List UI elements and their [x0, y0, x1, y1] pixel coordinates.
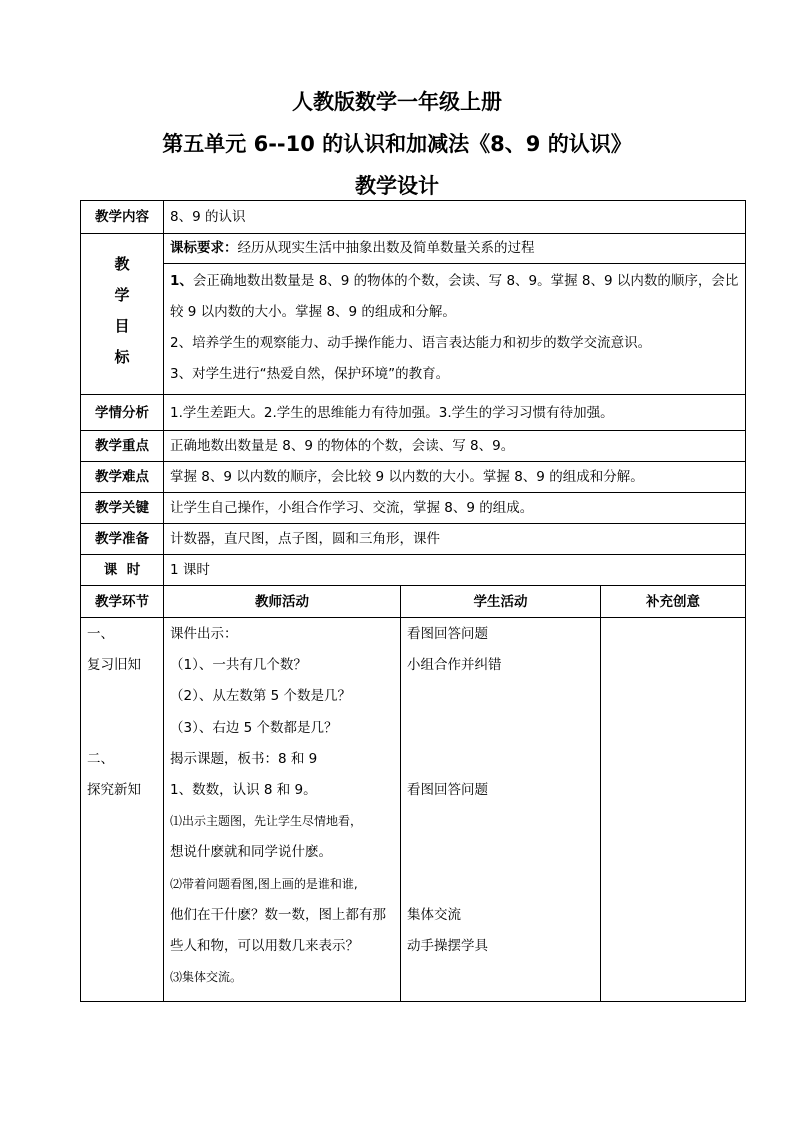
- crux-value: 让学生自己操作，小组合作学习、交流，掌握 8、9 的组成。: [164, 493, 746, 524]
- student-cell: [401, 618, 601, 1002]
- stage-line: [87, 686, 157, 717]
- analysis-label: 学情分析: [81, 395, 164, 431]
- student-line: [407, 749, 594, 780]
- goal-1-text: 会正确地数出数量是 8、9 的物体的个数，会读、写 8、9。掌握 8、9 以内数的顺序，会比: [192, 273, 739, 289]
- goal-1-cont: 较 9 以内数的大小。掌握 8、9 的组成和分解。: [170, 304, 456, 320]
- row-hours: [81, 555, 746, 586]
- student-line: 动手操摆学具: [407, 937, 488, 954]
- teacher-line: （3）、右边 5 个数都是几？: [170, 719, 338, 736]
- student-line: 集体交流: [407, 906, 461, 923]
- teacher-line: ⑴出示主题图，先让学生尽情地看，: [170, 814, 363, 829]
- key-label: 教学重点: [81, 431, 164, 462]
- goal-label-char-2: 学: [114, 286, 130, 304]
- row-prep: [81, 524, 746, 555]
- student-line: [407, 686, 594, 717]
- goal-1-num: 1、: [170, 273, 193, 289]
- row-goals: [81, 234, 746, 395]
- goals-cell: [164, 234, 746, 395]
- stage-line: [87, 936, 157, 967]
- teacher-line: （1）、一共有几个数？: [170, 657, 307, 674]
- student-line: [407, 811, 594, 842]
- header-extra: 补充创意: [601, 586, 746, 618]
- stage-line: [87, 967, 157, 998]
- header-teacher: 教师活动: [164, 586, 401, 618]
- student-line: [407, 967, 594, 998]
- teacher-line: 他们在干什麽？数一数，图上都有那: [170, 906, 386, 923]
- row-key: [81, 431, 746, 462]
- header-student: 学生活动: [401, 586, 601, 618]
- student-line: [407, 718, 594, 749]
- goal-requirement: [164, 234, 745, 264]
- stage-line: [87, 874, 157, 905]
- goal-requirement-text: 经历从现实生活中抽象出数及简单数量关系的过程: [237, 240, 535, 256]
- stage-line: [87, 842, 157, 873]
- student-line: 看图回答问题: [407, 781, 488, 798]
- prep-label: 教学准备: [81, 524, 164, 555]
- student-line: 看图回答问题: [407, 626, 488, 642]
- goals-list: [170, 264, 739, 394]
- goal-requirement-label: 课标要求：: [170, 240, 238, 256]
- teacher-line: 1、数数，认识 8 和 9。: [170, 781, 317, 798]
- crux-label: 教学关键: [81, 493, 164, 524]
- teacher-line: 课件出示：: [170, 626, 238, 642]
- content-value: 8、9 的认识: [164, 201, 746, 234]
- teacher-line: ⑶集体交流。: [170, 970, 243, 985]
- stage-line: [87, 811, 157, 842]
- goal-2: 2、培养学生的观察能力、动手操作能力、语言表达能力和初步的数学交流意识。: [170, 335, 652, 351]
- goal-3: 3、对学生进行“热爱自然，保护环境”的教育。: [170, 366, 450, 382]
- key-value: 正确地数出数量是 8、9 的物体的个数，会读、写 8、9。: [164, 431, 746, 462]
- stage-line: [87, 718, 157, 749]
- extra-cell: [601, 618, 746, 1002]
- header-stage: 教学环节: [81, 586, 164, 618]
- prep-value: 计数器，直尺图，点子图，圆和三角形，课件: [164, 524, 746, 555]
- row-difficulty: [81, 462, 746, 493]
- stage-line: 二、: [87, 750, 114, 767]
- teacher-line: （2）、从左数第 5 个数是几？: [170, 688, 352, 705]
- goal-label-char-1: 教: [114, 255, 130, 273]
- analysis-value: 1.学生差距大。2.学生的思维能力有待加强。3.学生的学习习惯有待加强。: [164, 395, 746, 431]
- teacher-cell: [164, 618, 401, 1002]
- difficulty-label: 教学难点: [81, 462, 164, 493]
- teacher-line: 想说什麽就和同学说什麽。: [170, 844, 332, 861]
- row-analysis: [81, 395, 746, 431]
- activity-header-row: [81, 586, 746, 618]
- stage-cell: [81, 618, 164, 1002]
- doc-title-line3: 教学设计: [355, 174, 439, 198]
- stage-line: 复习旧知: [87, 657, 141, 674]
- student-line: [407, 842, 594, 873]
- doc-title-line1: 人教版数学一年级上册: [292, 90, 502, 114]
- teacher-line: 揭示课题，板书：8 和 9: [170, 750, 318, 767]
- row-content: [81, 201, 746, 234]
- doc-title-line2: 第五单元 6--10 的认识和加减法《8、9 的认识》: [162, 132, 632, 156]
- student-line: [407, 874, 594, 905]
- lesson-plan-table: [80, 200, 746, 1002]
- goals-label-cell: [81, 234, 164, 395]
- activity-body-row: [81, 618, 746, 1002]
- difficulty-value: 掌握 8、9 以内数的顺序，会比较 9 以内数的大小。掌握 8、9 的组成和分解。: [164, 462, 746, 493]
- goal-label-char-3: 目: [114, 317, 130, 335]
- hours-label: 课 时: [81, 555, 164, 586]
- goal-1: [170, 266, 739, 297]
- stage-line: 一、: [87, 626, 114, 642]
- hours-value: 1 课时: [164, 555, 746, 586]
- teacher-line: 些人和物，可以用数几来表示？: [170, 937, 359, 954]
- stage-line: 探究新知: [87, 781, 141, 798]
- stage-line: [87, 905, 157, 936]
- goal-label-char-4: 标: [114, 348, 130, 366]
- content-label: 教学内容: [81, 201, 164, 234]
- student-line: 小组合作并纠错: [407, 657, 502, 674]
- teacher-line: ⑵带着问题看图,图上画的是谁和谁,: [170, 876, 358, 891]
- row-crux: [81, 493, 746, 524]
